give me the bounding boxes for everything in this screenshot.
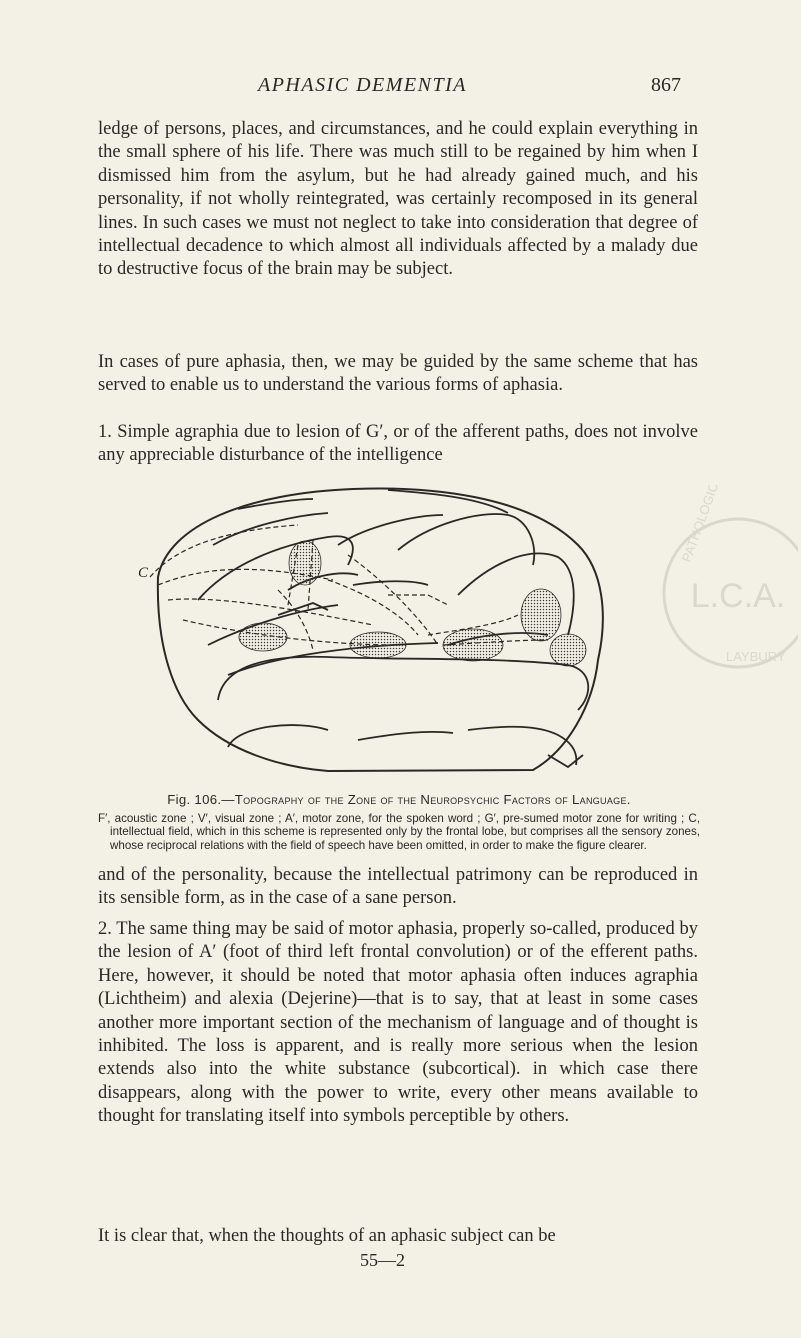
caption-body: F′, acoustic zone ; V′, visual zone ; A′, motor zone, for the spoken word ; G′, pre-sumed motor zone for writing ; C, intellectual field, which in this scheme is represented only by the frontal lobe, but comprises all the sensory zones, whose reciprocal relations with the field of speech have been omitted, in order to make the figure clearer. xyxy=(98,812,700,852)
paragraph-motor-aphasia: 2. The same thing may be said of motor aphasia, properly so-called, produced by the lesion of A′ (foot of third left frontal convolution) or of the efferent paths. Here, however, it should be noted that motor aphasia often induces agraphia (Lichtheim) and alexia (Dejerine)—that is to say, that at least in some cases another more important section of the mechanism of language and of thought is inhibited. The loss is apparent, and is really more serious when the lesion extends also into the white substance (subcortical). in which case there disappears, along with the power to write, every other means available to thought for translating itself into symbols perceptible by others. xyxy=(98,919,698,1127)
signature-mark: 55—2 xyxy=(360,1250,405,1270)
page-number: 867 xyxy=(651,74,681,96)
zone-a-prime xyxy=(239,623,287,651)
stamp-top-text: PATHOLOGICAL xyxy=(678,485,727,565)
library-stamp xyxy=(664,485,798,667)
zone-g-prime xyxy=(289,541,321,585)
paragraph-personality: and of the personality, because the intellectual patrimony can be reproduced in its sensible form, as in the case of a sane person. xyxy=(98,865,698,909)
paragraph-agraphia: 1. Simple agraphia due to lesion of G′, or of the afferent paths, does not involve any appreciable disturbance of the intelligence xyxy=(98,422,698,466)
label-c: C xyxy=(138,565,149,581)
paragraph-final: It is clear that, when the thoughts of an aphasic subject can be xyxy=(98,1226,556,1246)
zone-occipital xyxy=(550,634,586,666)
caption-fig-number: Fig. 106. xyxy=(167,792,222,807)
zone-f-prime xyxy=(443,629,503,661)
running-head: APHASIC DEMENTIA xyxy=(258,74,467,96)
stamp-bottom-text: LAYBURY xyxy=(726,649,786,664)
zone-v-prime xyxy=(521,589,561,641)
paragraph-continued: ledge of persons, places, and circumstances, and he could explain everything in the small sphere of his life. There was much still to be regained by him when I dismissed him from the asylum, but he had already gained much, and his personality, if not wholly reintegrated, was certainly recomposed in its general lines. In such cases we must not neglect to take into consideration that degree of intellectual decadence to which almost all individuals affected by a malady due to destructive focus of the brain may be subject. xyxy=(98,119,698,280)
brain-diagram-figure xyxy=(98,485,798,785)
zone-central xyxy=(350,632,406,658)
stamp-text: L.C.A. xyxy=(690,577,786,615)
figure-caption xyxy=(98,792,700,852)
caption-title-text: —Topography of the Zone of the Neuropsychic Factors of Language. xyxy=(221,792,631,807)
running-header xyxy=(0,74,801,104)
brain-hemisphere-diagram xyxy=(98,485,798,785)
paragraph-pure-aphasia: In cases of pure aphasia, then, we may be guided by the same scheme that has served to enable us to understand the various forms of aphasia. xyxy=(98,352,698,396)
caption-title xyxy=(98,792,700,808)
